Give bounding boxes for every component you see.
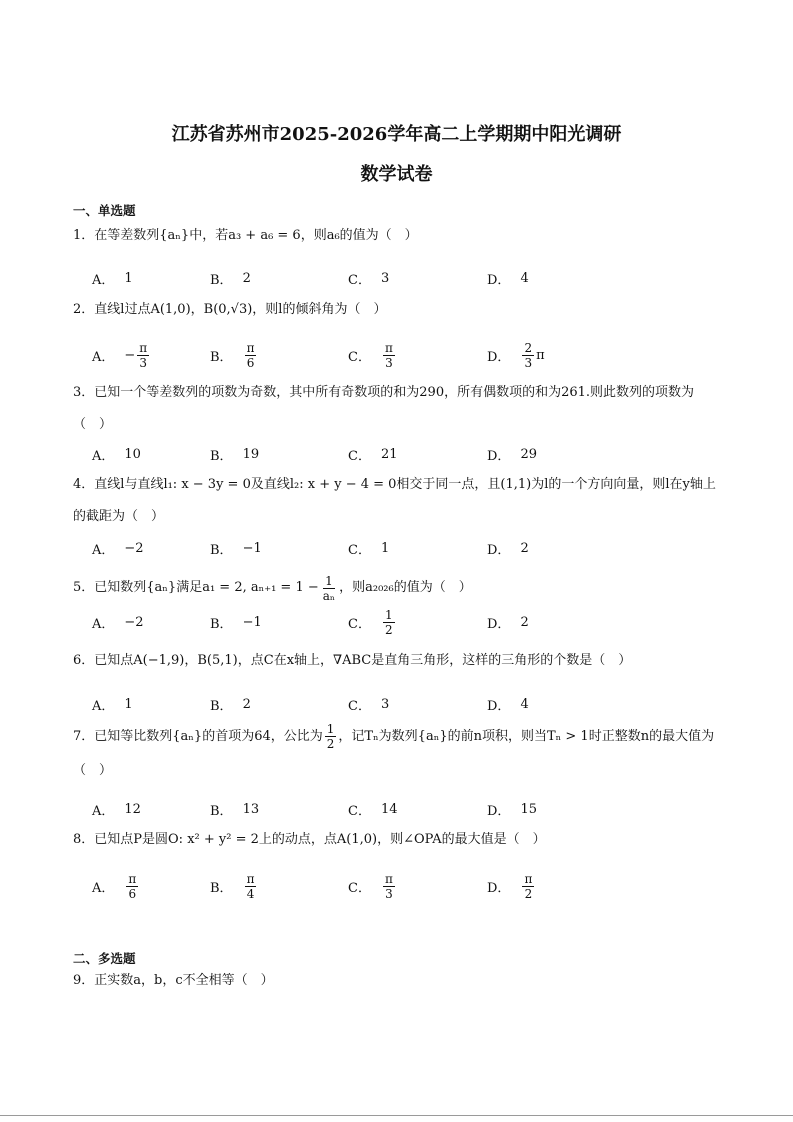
fraction: $\frac{1}{2}$ — [384, 607, 393, 637]
question-6 — [73, 650, 723, 672]
question-1-options — [92, 263, 712, 293]
fraction: $\frac{\pi}{3}$ — [139, 340, 148, 370]
option-c[interactable]: C． $\frac{\pi}{3}$ — [348, 871, 393, 901]
option-b[interactable]: B． 13 — [210, 801, 260, 819]
option-d[interactable]: D． $\frac{2}{3}$ π — [487, 340, 545, 370]
question-4-options — [92, 533, 712, 563]
question-1 — [73, 225, 723, 247]
question-8-options — [92, 871, 712, 901]
option-d[interactable]: D． 4 — [487, 696, 529, 714]
question-8 — [73, 829, 723, 851]
question-stem: 正实数a，b，c不全相等（ ） — [94, 973, 274, 988]
option-b[interactable]: B． 19 — [210, 446, 260, 464]
exam-title: 江苏省苏州市2025-2026学年高二上学期期中阳光调研 — [171, 124, 622, 145]
option-b[interactable]: B． 2 — [210, 696, 251, 714]
option-c[interactable]: C． 3 — [348, 696, 390, 714]
option-a[interactable]: A． 1 — [92, 696, 133, 714]
question-stem: 已知一个等差数列的项数为奇数，其中所有奇数项的和为290，所有偶数项的和为261.则此数列的项数为（ ） — [73, 385, 695, 432]
question-7 — [73, 720, 723, 788]
section-multiple-choice: 二、多选题 — [73, 951, 136, 966]
question-stem-post: ，则a₂₀₂₆的值为（ ） — [339, 580, 472, 595]
question-number: 1． — [73, 228, 95, 243]
option-c[interactable]: C． $\frac{\pi}{3}$ — [348, 340, 393, 370]
option-a[interactable]: A． − $\frac{\pi}{3}$ — [92, 340, 148, 370]
section-single-choice: 一、单选题 — [73, 203, 136, 218]
question-stem: 已知点P是圆O: x² + y² = 2上的动点，点A(1,0)，则∠OPA的最大值是（ ） — [94, 832, 546, 847]
question-number: 9． — [73, 973, 95, 988]
option-d[interactable]: D． 2 — [487, 614, 529, 632]
option-d[interactable]: D． $\frac{\pi}{2}$ — [487, 871, 533, 901]
question-number: 8． — [73, 832, 95, 847]
question-3-options — [92, 439, 712, 469]
question-3 — [73, 377, 723, 441]
question-stem: 在等差数列{aₙ}中，若a₃ + a₆ = 6，则a₆的值为（ ） — [94, 228, 418, 243]
question-6-options — [92, 689, 712, 719]
option-c[interactable]: C． 1 — [348, 540, 390, 558]
fraction: $\frac{\pi}{6}$ — [128, 871, 137, 901]
fraction: $\frac{\pi}{4}$ — [246, 871, 255, 901]
fraction: $\frac{\pi}{3}$ — [384, 340, 393, 370]
option-c[interactable]: C． 3 — [348, 270, 390, 288]
question-stem: 直线l过点A(1,0)，B(0,√3)，则l的倾斜角为（ ） — [94, 302, 387, 317]
question-7-options — [92, 794, 712, 824]
option-b[interactable]: B． $\frac{\pi}{4}$ — [210, 871, 255, 901]
exam-subtitle: 数学试卷 — [360, 164, 433, 185]
question-number: 6． — [73, 653, 95, 668]
option-c[interactable]: C． 14 — [348, 801, 398, 819]
question-stem-post: ，记Tₙ为数列{aₙ}的前n项积，则当Tₙ > 1时正整数n的最大值为（ ） — [73, 729, 715, 778]
question-number: 2． — [73, 302, 95, 317]
question-5-options — [92, 607, 712, 637]
option-a[interactable]: A． 1 — [92, 270, 133, 288]
fraction: $\frac{1}{2}$ — [326, 722, 335, 751]
question-stem: 已知点A(−1,9)，B(5,1)，点C在x轴上，∇ABC是直角三角形，这样的三角形的个数是（ ） — [94, 653, 632, 668]
question-number: 3． — [73, 385, 95, 400]
option-b[interactable]: B． −1 — [210, 540, 262, 558]
fraction: $\frac{\pi}{3}$ — [384, 871, 393, 901]
question-stem: 直线l与直线l₁: x − 3y = 0及直线l₂: x + y − 4 = 0相交于同一点，且(1,1)为l的一个方向向量，则l在y轴上的截距为（ ） — [73, 477, 716, 524]
page-bottom-rule — [0, 1115, 793, 1116]
option-d[interactable]: D． 4 — [487, 270, 529, 288]
option-a[interactable]: A． 10 — [92, 446, 141, 464]
option-a[interactable]: A． −2 — [92, 540, 144, 558]
option-a[interactable]: A． −2 — [92, 614, 144, 632]
option-d[interactable]: D． 2 — [487, 540, 529, 558]
question-5 — [73, 570, 723, 606]
fraction: $\frac{1}{\text{aₙ}}$ — [322, 573, 336, 603]
option-d[interactable]: D． 15 — [487, 801, 537, 819]
option-c[interactable]: C． 21 — [348, 446, 398, 464]
option-b[interactable]: B． −1 — [210, 614, 262, 632]
question-stem-pre: 已知等比数列{aₙ}的首项为64，公比为 — [94, 729, 323, 744]
question-number: 4． — [73, 477, 95, 492]
fraction: $\frac{2}{3}$ — [524, 340, 533, 370]
question-2 — [73, 299, 723, 321]
option-d[interactable]: D． 29 — [487, 446, 537, 464]
option-a[interactable]: A． 12 — [92, 801, 141, 819]
question-2-options — [92, 340, 712, 370]
option-b[interactable]: B． 2 — [210, 270, 251, 288]
question-4 — [73, 469, 723, 533]
option-b[interactable]: B． $\frac{\pi}{6}$ — [210, 340, 255, 370]
fraction: $\frac{\pi}{2}$ — [524, 871, 533, 901]
question-9 — [73, 970, 723, 992]
question-number: 7． — [73, 729, 95, 744]
question-stem-pre: 已知数列{aₙ}满足a₁ = 2, aₙ₊₁ = 1 − — [94, 580, 319, 595]
question-number: 5． — [73, 580, 95, 595]
option-c[interactable]: C． $\frac{1}{2}$ — [348, 607, 393, 637]
option-a[interactable]: A． $\frac{\pi}{6}$ — [92, 871, 137, 901]
fraction: $\frac{\pi}{6}$ — [246, 340, 255, 370]
